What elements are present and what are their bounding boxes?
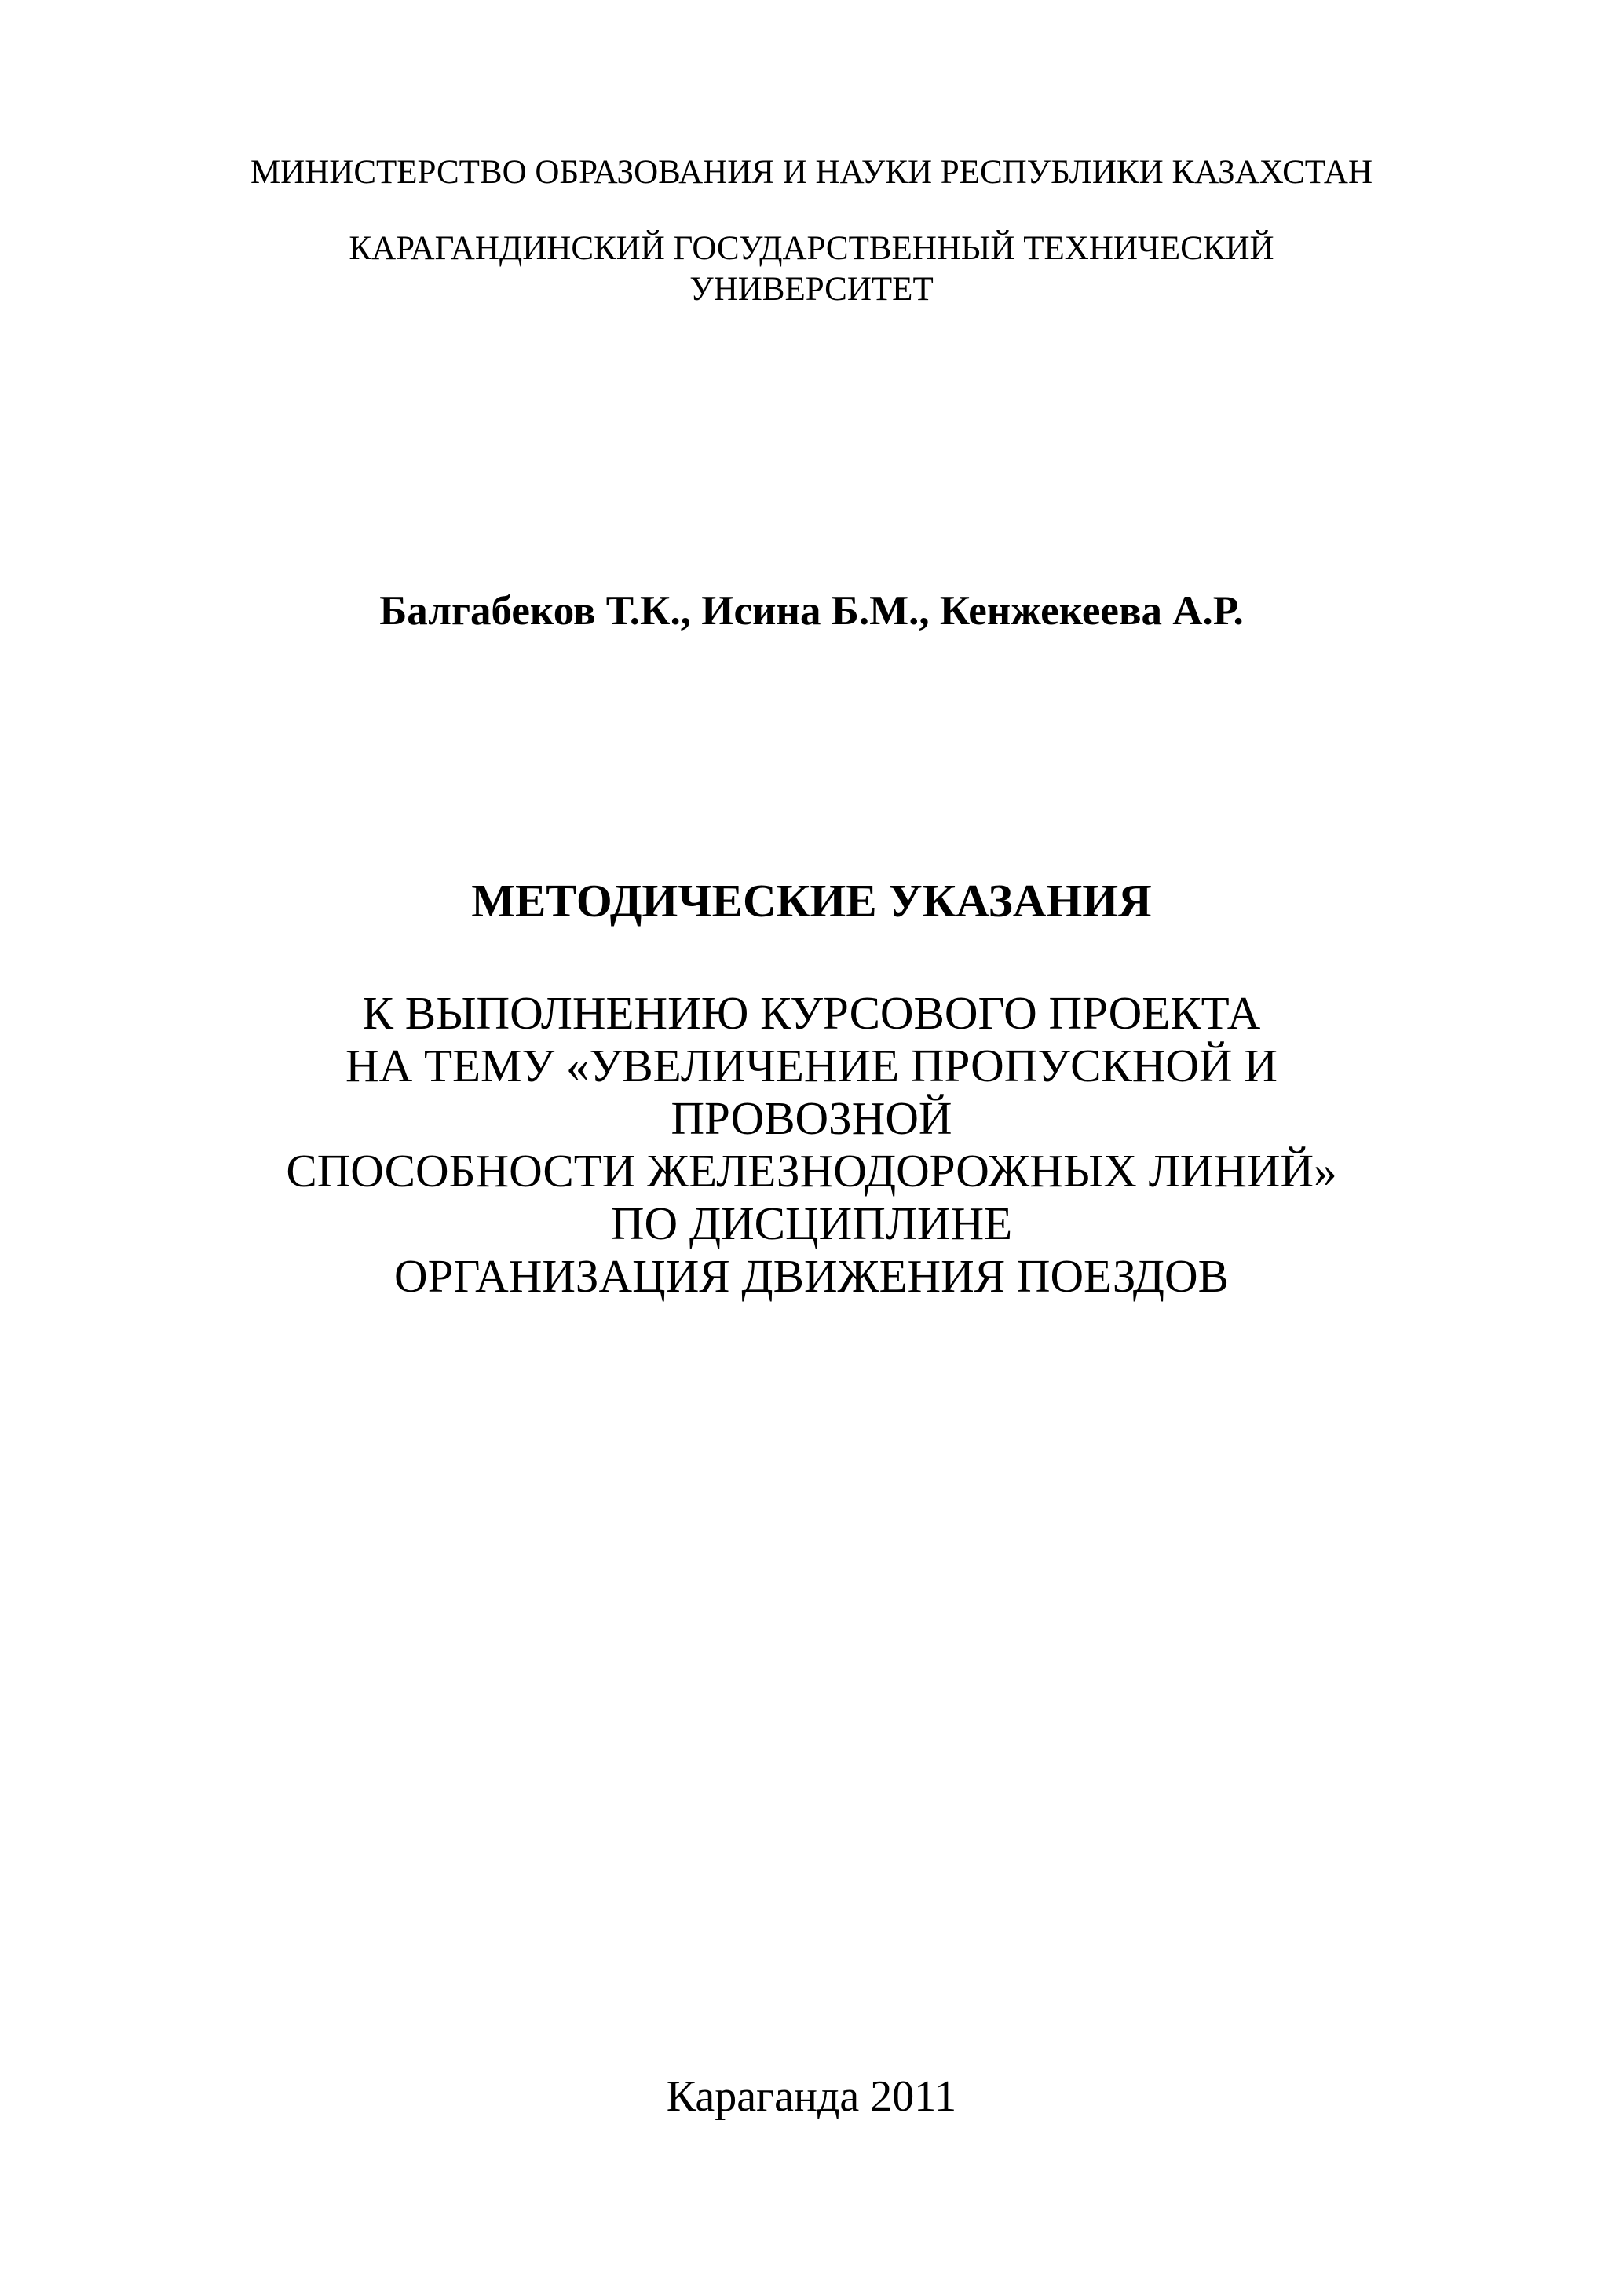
subtitle-line: ПО ДИСЦИПЛИНЕ	[610, 1197, 1013, 1249]
university-name	[0, 229, 1623, 310]
ministry-name: МИНИСТЕРСТВО ОБРАЗОВАНИЯ И НАУКИ РЕСПУБЛИКИ КАЗАХСТАН	[250, 154, 1373, 191]
city-and-year: Караганда 2011	[666, 2072, 957, 2121]
document-subtitle	[0, 987, 1623, 1303]
subtitle-line: ОРГАНИЗАЦИЯ ДВИЖЕНИЯ ПОЕЗДОВ	[394, 1250, 1229, 1302]
university-name-line: УНИВЕРСИТЕТ	[689, 271, 934, 308]
subtitle-line: СПОСОБНОСТИ ЖЕЛЕЗНОДОРОЖНЫХ ЛИНИЙ»	[286, 1145, 1337, 1197]
subtitle-line: НА ТЕМУ «УВЕЛИЧЕНИЕ ПРОПУСКНОЙ И	[345, 1040, 1278, 1091]
subtitle-line: К ВЫПОЛНЕНИЮ КУРСОВОГО ПРОЕКТА	[362, 987, 1261, 1039]
authors: Балгабеков Т.К., Исина Б.М., Кенжекеева А.Р.	[379, 588, 1244, 634]
university-name-line: КАРАГАНДИНСКИЙ ГОСУДАРСТВЕННЫЙ ТЕХНИЧЕСКИЙ	[349, 230, 1274, 267]
document-type-title: МЕТОДИЧЕСКИЕ УКАЗАНИЯ	[471, 875, 1152, 927]
subtitle-line: ПРОВОЗНОЙ	[671, 1092, 952, 1144]
